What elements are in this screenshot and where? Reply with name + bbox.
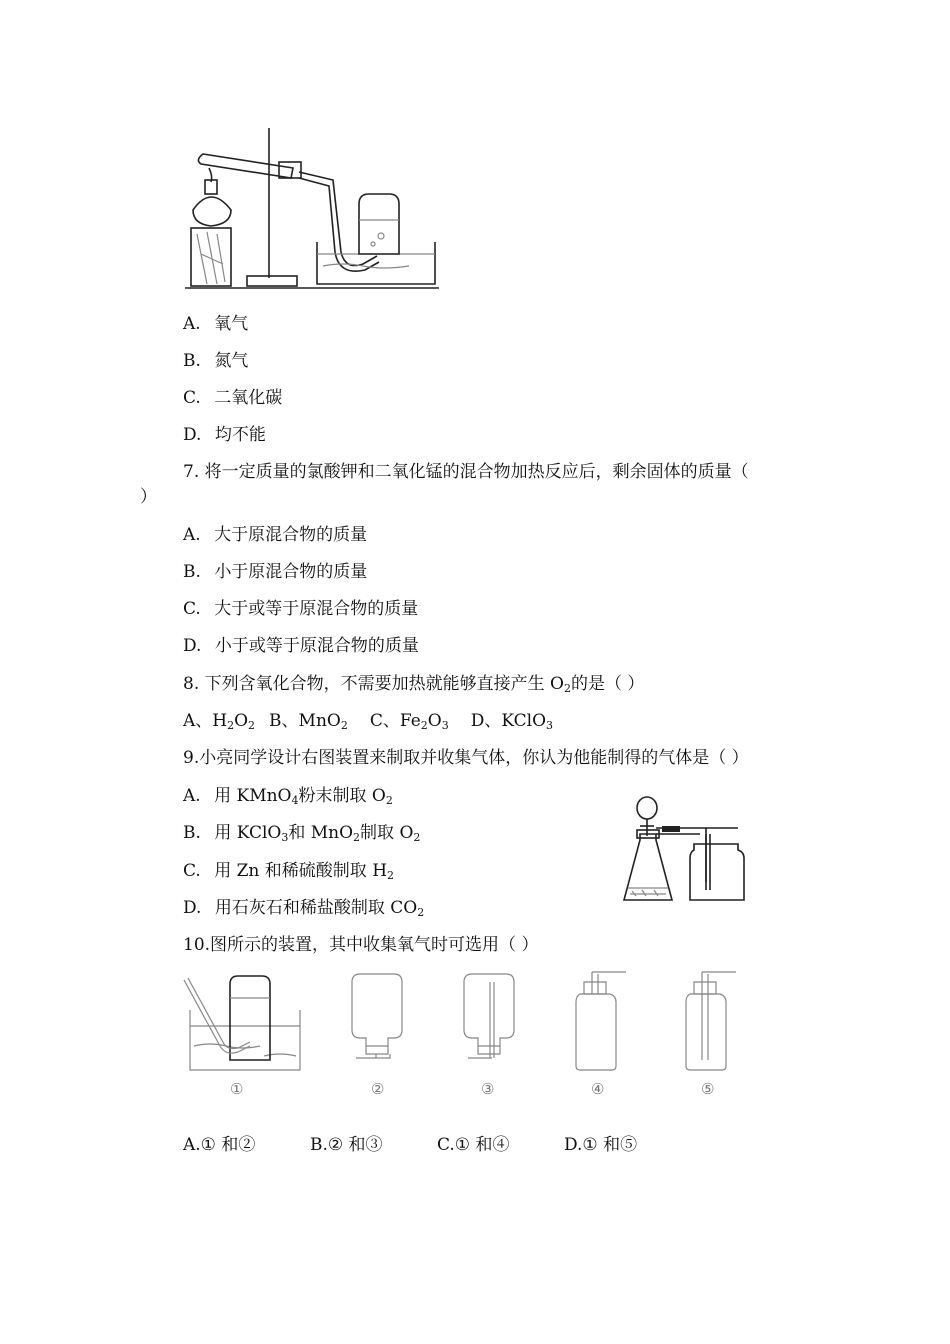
formula-subscript: 2	[420, 719, 428, 732]
formula-subscript: 2	[353, 831, 361, 844]
option-letter: C、	[369, 711, 400, 731]
option-letter: A.	[183, 525, 201, 545]
option-text: 和 MnO	[288, 823, 354, 843]
option-letter: A.	[183, 786, 201, 806]
option-letter: B.	[183, 823, 201, 843]
formula-part: O	[427, 711, 442, 731]
q8-stem-subscript: 2	[563, 682, 571, 695]
option-letter: C.	[183, 861, 201, 881]
fig-label-1: ①	[230, 1080, 244, 1098]
option-text: 用 KMnO	[214, 786, 292, 806]
formula-subscript: 3	[546, 719, 553, 732]
q9-option-c[interactable]	[183, 860, 394, 887]
option-letter: A、	[183, 711, 213, 731]
option-letter: D.	[183, 425, 202, 445]
option-text: 氮气	[214, 351, 249, 371]
q7-stem-cont: ）	[140, 487, 157, 507]
option-text: 制取 O	[360, 823, 414, 843]
formula-subscript: 2	[248, 719, 256, 732]
q8-option-c[interactable]	[370, 710, 449, 737]
formula-subscript: 2	[227, 719, 235, 732]
q10-stem: 10.图所示的装置，其中收集氧气时可选用（ ）	[183, 935, 539, 955]
option-text: 用 KClO	[214, 823, 282, 843]
q8-stem-text: 8. 下列含氧化合物，不需要加热就能够直接产生 O	[183, 674, 564, 694]
q10-option-b[interactable]: B.② 和③	[310, 1135, 383, 1155]
option-text: 氧气	[214, 314, 249, 334]
option-text: 大于或等于原混合物的质量	[214, 599, 419, 619]
q6-option-b[interactable]	[183, 350, 248, 372]
formula-part: Fe	[399, 711, 421, 731]
option-text: 大于原混合物的质量	[214, 525, 368, 545]
option-text: 二氧化碳	[214, 388, 283, 408]
collection-apparatus-figure	[180, 966, 750, 1106]
q7-option-a[interactable]	[183, 524, 367, 546]
q7-stem: 7. 将一定质量的氯酸钾和二氧化锰的混合物加热反应后，剩余固体的质量（	[183, 462, 749, 482]
option-letter: A.	[183, 314, 201, 334]
q9-option-b[interactable]	[183, 822, 420, 849]
option-letter: C.	[183, 388, 201, 408]
option-letter: B、	[269, 711, 299, 731]
formula-subscript: 4	[291, 794, 299, 807]
formula-part: MnO	[298, 711, 341, 731]
formula-part: H	[212, 711, 228, 731]
option-text: 用 Zn 和稀硫酸制取 H	[214, 861, 388, 881]
fig-label-5: ⑤	[701, 1080, 715, 1098]
option-letter: C.	[183, 599, 201, 619]
option-text: 小于或等于原混合物的质量	[214, 636, 419, 656]
heating-apparatus-figure	[183, 124, 443, 292]
q8-option-d[interactable]	[471, 710, 553, 737]
option-text: 均不能	[214, 425, 266, 445]
option-text: 粉末制取 O	[298, 786, 386, 806]
formula-subscript: 3	[441, 719, 449, 732]
gas-generation-figure	[620, 792, 748, 908]
q10-option-c[interactable]: C.① 和④	[437, 1135, 510, 1155]
q8-option-b[interactable]	[269, 710, 348, 737]
q10-option-d[interactable]: D.① 和⑤	[564, 1135, 638, 1155]
formula-subscript: 2	[340, 719, 348, 732]
q8-options	[183, 710, 567, 737]
option-text: 小于原混合物的质量	[214, 562, 368, 582]
option-letter: B.	[183, 351, 201, 371]
q9-option-d[interactable]	[183, 897, 424, 924]
q7-option-b[interactable]	[183, 561, 367, 583]
fig-label-4: ④	[591, 1080, 605, 1098]
q8-stem	[183, 673, 644, 700]
q7-option-d[interactable]	[183, 635, 419, 657]
q8-stem-tail: 的是（ ）	[570, 674, 645, 694]
option-text: 用石灰石和稀盐酸制取 CO	[214, 898, 418, 918]
option-letter: D.	[183, 636, 202, 656]
q9-stem: 9.小亮同学设计右图装置来制取并收集气体，你认为他能制得的气体是（ ）	[183, 748, 749, 768]
formula-subscript: 2	[417, 906, 425, 919]
option-letter: D.	[183, 898, 202, 918]
q6-option-c[interactable]	[183, 387, 282, 409]
formula-part: KClO	[501, 711, 546, 731]
q9-option-a[interactable]	[183, 785, 393, 812]
q10-option-a[interactable]: A.① 和②	[183, 1135, 256, 1155]
formula-subscript: 2	[387, 869, 395, 882]
formula-subscript: 2	[413, 831, 421, 844]
q8-option-a[interactable]	[183, 710, 255, 737]
option-letter: D、	[470, 711, 502, 731]
formula-subscript: 3	[281, 831, 289, 844]
q7-option-c[interactable]	[183, 598, 418, 620]
q6-option-d[interactable]	[183, 424, 266, 446]
option-letter: B.	[183, 562, 201, 582]
formula-subscript: 2	[385, 794, 393, 807]
fig-label-3: ③	[481, 1080, 495, 1098]
q6-option-a[interactable]	[183, 313, 248, 335]
formula-part: O	[234, 711, 249, 731]
fig-label-2: ②	[371, 1080, 385, 1098]
